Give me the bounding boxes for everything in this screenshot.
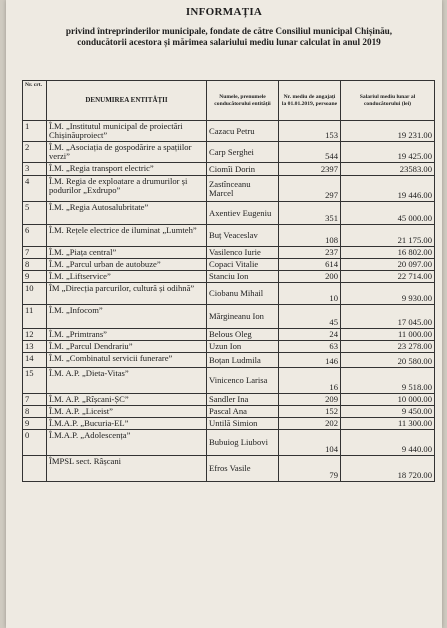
cell-nr: 12	[23, 329, 47, 341]
cell-entity: Î.M. Rețele electrice de iluminat „Lumteh”	[47, 225, 207, 247]
cell-director: Bubuiog Liubovi	[207, 430, 279, 456]
cell-nr: 2	[23, 142, 47, 163]
cell-nr: 9	[23, 271, 47, 283]
cell-director: Uzun Ion	[207, 341, 279, 353]
cell-staff: 104	[279, 430, 341, 456]
cell-director: Carp Serghei	[207, 142, 279, 163]
cell-entity: Î.M. A.P. „Dieta-Vitas”	[47, 368, 207, 394]
cell-director: Zastînceanu Marcel	[207, 176, 279, 202]
table-row	[23, 259, 435, 271]
cell-nr: 4	[23, 176, 47, 202]
header-staff: Nr. mediu de angajați la 01.01.2019, persoane	[279, 81, 341, 121]
cell-salary: 21 175.00	[341, 225, 435, 247]
cell-entity: Î.M. „Asociația de gospodărire a spațiilor verzi”	[47, 142, 207, 163]
document-subtitle	[24, 26, 434, 48]
cell-entity: ÎMPSL sect. Râșcani	[47, 456, 207, 482]
cell-staff: 79	[279, 456, 341, 482]
table-row	[23, 394, 435, 406]
cell-salary: 16 802.00	[341, 247, 435, 259]
table-row	[23, 305, 435, 329]
cell-staff: 24	[279, 329, 341, 341]
cell-nr: 7	[23, 247, 47, 259]
cell-salary: 11 000.00	[341, 329, 435, 341]
cell-entity: Î.M. „Parcul urban de autobuze”	[47, 259, 207, 271]
cell-director: Belous Oleg	[207, 329, 279, 341]
cell-salary: 9 440.00	[341, 430, 435, 456]
cell-entity: Î.M. Regia de exploatare a drumurilor și podurilor „Exdrupo”	[47, 176, 207, 202]
cell-entity: Î.M. A.P. „Rîșcani-ȘC”	[47, 394, 207, 406]
cell-director: Ciomîi Dorin	[207, 163, 279, 176]
table-body	[23, 121, 435, 482]
cell-nr: 5	[23, 202, 47, 225]
cell-entity: Î.M.A.P. „Adolescența”	[47, 430, 207, 456]
cell-director: Untilă Simion	[207, 418, 279, 430]
table-row	[23, 353, 435, 368]
table-row	[23, 406, 435, 418]
cell-nr: 1	[23, 121, 47, 142]
cell-nr: 7	[23, 394, 47, 406]
cell-entity: Î.M. „Piața central”	[47, 247, 207, 259]
document-page	[6, 0, 442, 628]
cell-staff: 209	[279, 394, 341, 406]
cell-staff: 63	[279, 341, 341, 353]
cell-director: Sandler Ina	[207, 394, 279, 406]
table-row	[23, 121, 435, 142]
cell-nr: 10	[23, 283, 47, 305]
table-row	[23, 142, 435, 163]
table-row	[23, 418, 435, 430]
cell-salary: 9 450.00	[341, 406, 435, 418]
cell-staff: 202	[279, 418, 341, 430]
subtitle-line-1: privind întreprinderilor municipale, fondate de către Consiliul municipal Chișinău,	[65, 26, 393, 36]
cell-director: Vinicenco Larisa	[207, 368, 279, 394]
cell-staff: 614	[279, 259, 341, 271]
table-row	[23, 202, 435, 225]
cell-salary: 23583.00	[341, 163, 435, 176]
cell-director: Stanciu Ion	[207, 271, 279, 283]
cell-director: Buț Veaceslav	[207, 225, 279, 247]
cell-staff: 200	[279, 271, 341, 283]
cell-director: Boțan Ludmila	[207, 353, 279, 368]
header-director: Numele, prenumele conducătorului entității	[207, 81, 279, 121]
table-row	[23, 368, 435, 394]
table-row	[23, 456, 435, 482]
cell-staff: 544	[279, 142, 341, 163]
cell-staff: 351	[279, 202, 341, 225]
table-row	[23, 430, 435, 456]
table-header-row	[23, 81, 435, 121]
cell-nr: 11	[23, 305, 47, 329]
cell-entity: ÎM „Direcția parcurilor, cultură și odihnă”	[47, 283, 207, 305]
header-salary: Salariul mediu lunar al conducătorului (lei)	[341, 81, 435, 121]
cell-staff: 108	[279, 225, 341, 247]
cell-nr: 9	[23, 418, 47, 430]
cell-staff: 152	[279, 406, 341, 418]
cell-staff: 237	[279, 247, 341, 259]
cell-salary: 19 446.00	[341, 176, 435, 202]
table-row	[23, 283, 435, 305]
cell-staff: 146	[279, 353, 341, 368]
cell-salary: 23 278.00	[341, 341, 435, 353]
cell-entity: Î.M. A.P. „Liceist”	[47, 406, 207, 418]
table-row	[23, 225, 435, 247]
cell-director: Mărgineanu Ion	[207, 305, 279, 329]
document-title: INFORMAȚIA	[185, 6, 263, 18]
cell-entity: Î.M.A.P. „Bucuria-EL”	[47, 418, 207, 430]
cell-nr: 8	[23, 406, 47, 418]
cell-nr: 15	[23, 368, 47, 394]
cell-nr: 14	[23, 353, 47, 368]
table-row	[23, 341, 435, 353]
table-row	[23, 163, 435, 176]
cell-director: Efros Vasile	[207, 456, 279, 482]
cell-staff: 10	[279, 283, 341, 305]
cell-salary: 20 097.00	[341, 259, 435, 271]
cell-director: Vasilenco Iurie	[207, 247, 279, 259]
cell-entity: Î.M. „Parcul Dendrariu”	[47, 341, 207, 353]
cell-director: Ciobanu Mihail	[207, 283, 279, 305]
cell-director: Cazacu Petru	[207, 121, 279, 142]
cell-salary: 10 000.00	[341, 394, 435, 406]
cell-staff: 16	[279, 368, 341, 394]
cell-entity: Î.M. „Combinatul servicii funerare”	[47, 353, 207, 368]
cell-salary: 19 425.00	[341, 142, 435, 163]
cell-nr: 3	[23, 163, 47, 176]
cell-staff: 153	[279, 121, 341, 142]
subtitle-line-2: conducătorii acestora și mărimea salariului mediu lunar calculat în anul 2019	[77, 37, 381, 47]
cell-nr	[23, 456, 47, 482]
cell-staff: 297	[279, 176, 341, 202]
cell-salary: 9 930.00	[341, 283, 435, 305]
cell-director: Pascal Ana	[207, 406, 279, 418]
cell-entity: Î.M. „Institutul municipal de proiectări Chișinăuproiect”	[47, 121, 207, 142]
cell-director: Axentiev Eugeniu	[207, 202, 279, 225]
table-row	[23, 271, 435, 283]
header-nr: Nr. crt.	[23, 81, 47, 121]
cell-entity: Î.M. „Regia Autosalubritate”	[47, 202, 207, 225]
table-row	[23, 247, 435, 259]
cell-staff: 2397	[279, 163, 341, 176]
cell-salary: 17 045.00	[341, 305, 435, 329]
cell-staff: 45	[279, 305, 341, 329]
cell-salary: 22 714.00	[341, 271, 435, 283]
cell-director: Copaci Vitalie	[207, 259, 279, 271]
cell-salary: 18 720.00	[341, 456, 435, 482]
cell-nr: 0	[23, 430, 47, 456]
cell-salary: 9 518.00	[341, 368, 435, 394]
cell-nr: 8	[23, 259, 47, 271]
cell-entity: Î.M. „Liftservice”	[47, 271, 207, 283]
cell-salary: 45 000.00	[341, 202, 435, 225]
table-row	[23, 176, 435, 202]
header-entity: DENUMIREA ENTITĂȚII	[47, 81, 207, 121]
cell-entity: Î.M. „Regia transport electric”	[47, 163, 207, 176]
enterprises-table	[22, 80, 435, 482]
cell-nr: 13	[23, 341, 47, 353]
cell-nr: 6	[23, 225, 47, 247]
cell-salary: 11 300.00	[341, 418, 435, 430]
cell-salary: 19 231.00	[341, 121, 435, 142]
cell-entity: Î.M. „Infocom”	[47, 305, 207, 329]
cell-entity: Î.M. „Primtrans”	[47, 329, 207, 341]
table-row	[23, 329, 435, 341]
cell-salary: 20 580.00	[341, 353, 435, 368]
